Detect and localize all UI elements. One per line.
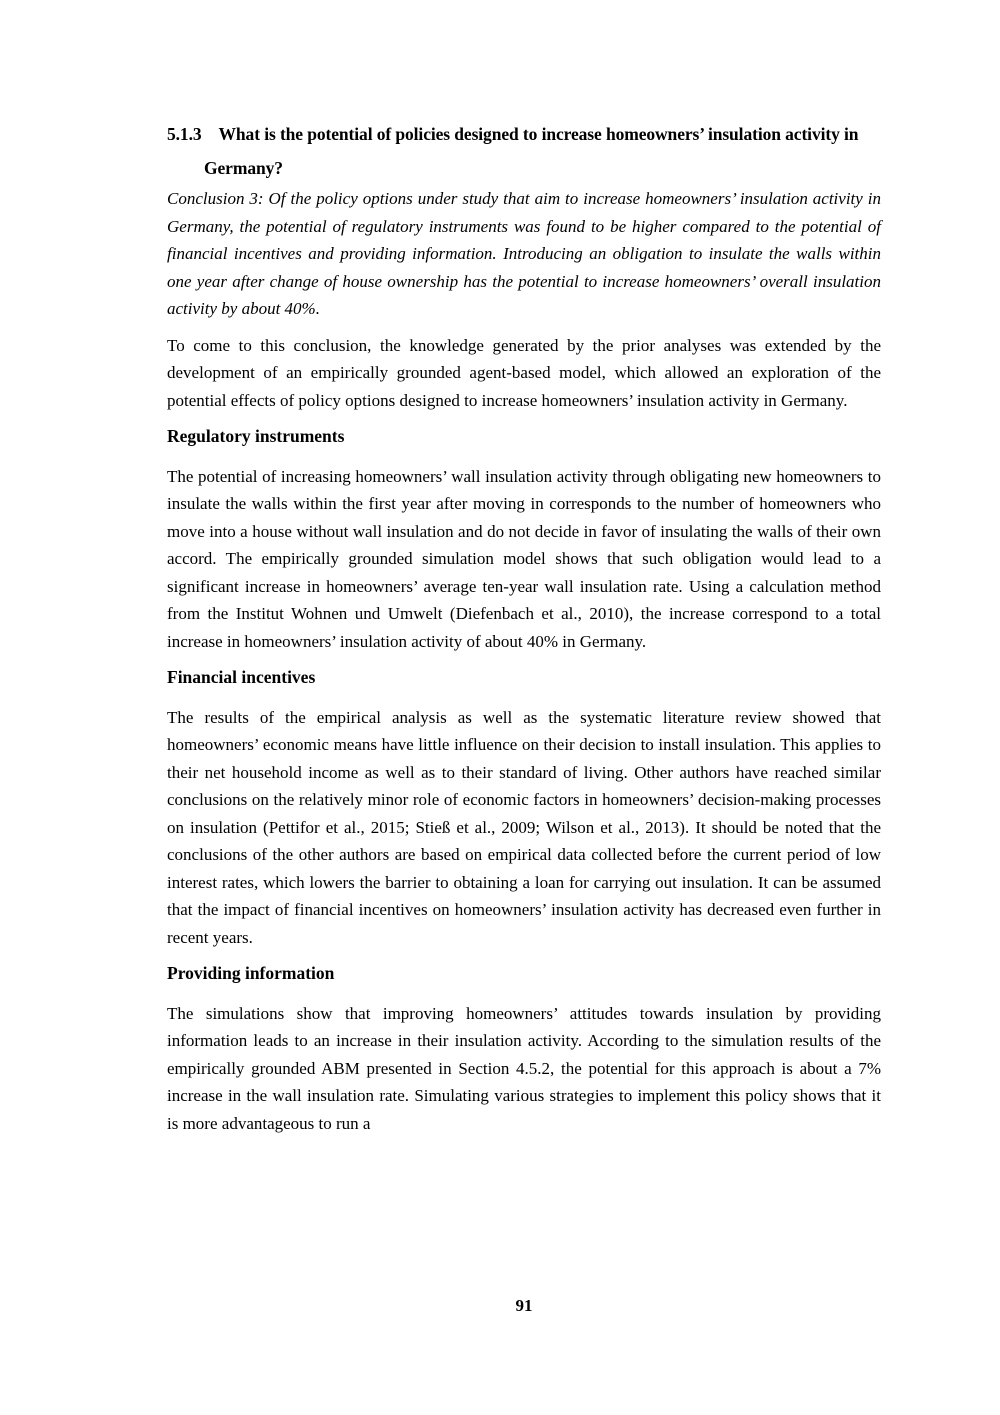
subheading-providing-information: Providing information	[167, 963, 335, 983]
subheading-regulatory-instruments: Regulatory instruments	[167, 426, 345, 446]
regulatory-instruments-paragraph: The potential of increasing homeowners’ wall insulation activity through obligating new homeowners to insulate the walls within the first year after moving in corresponds to the number of homeowners who move into a house without wall insulation and do not decide in favor of insulating the walls of their own accord. The empirically grounded simulation model shows that such obligation would lead to a significant increase in homeowners’ average ten-year wall insulation rate. Using a calculation method from the Institut Wohnen und Umwelt (Diefenbach et al., 2010), the increase correspond to a total increase in homeowners’ insulation activity of about 40% in Germany.	[167, 466, 881, 651]
page-content	[167, 117, 881, 1146]
conclusion-paragraph: Conclusion 3: Of the policy options under study that aim to increase homeowners’ insulation activity in Germany, the potential of regulatory instruments was found to be higher compared to the potential of financial incentives and providing information. Introducing an obligation to insulate the walls within one year after change of house ownership has the potential to increase homeowners’ overall insulation activity by about 40%.	[167, 189, 881, 318]
intro-paragraph: To come to this conclusion, the knowledge generated by the prior analyses was extended by the development of an empirically grounded agent-based model, which allowed an exploration of the potential effects of policy options designed to increase homeowners’ insulation activity in Germany.	[167, 335, 881, 410]
section-title: What is the potential of policies designed to increase homeowners’ insulation activity in Germany?	[204, 124, 859, 178]
financial-incentives-paragraph: The results of the empirical analysis as well as the systematic literature review showed that homeowners’ economic means have little influence on their decision to install insulation. This applies to their net household income as well as to their standard of living. Other authors have reached similar conclusions on the relatively minor role of economic factors in homeowners’ decision-making processes on insulation (Pettifor et al., 2015; Stieß et al., 2009; Wilson et al., 2013). It should be noted that the conclusions of the other authors are based on empirical data collected before the current period of low interest rates, which lowers the barrier to obtaining a loan for carrying out insulation. It can be assumed that the impact of financial incentives on homeowners’ insulation activity has decreased even further in recent years.	[167, 707, 881, 947]
section-heading	[167, 117, 881, 185]
section-number: 5.1.3	[167, 124, 202, 144]
page-number: 91	[515, 1296, 533, 1315]
subheading-financial-incentives: Financial incentives	[167, 667, 316, 687]
providing-information-paragraph: The simulations show that improving homeowners’ attitudes towards insulation by providing information leads to an increase in their insulation activity. According to the simulation results of the empirically grounded ABM presented in Section 4.5.2, the potential for this approach is about a 7% increase in the wall insulation rate. Simulating various strategies to implement this policy shows that it is more advantageous to run a	[167, 1003, 881, 1133]
